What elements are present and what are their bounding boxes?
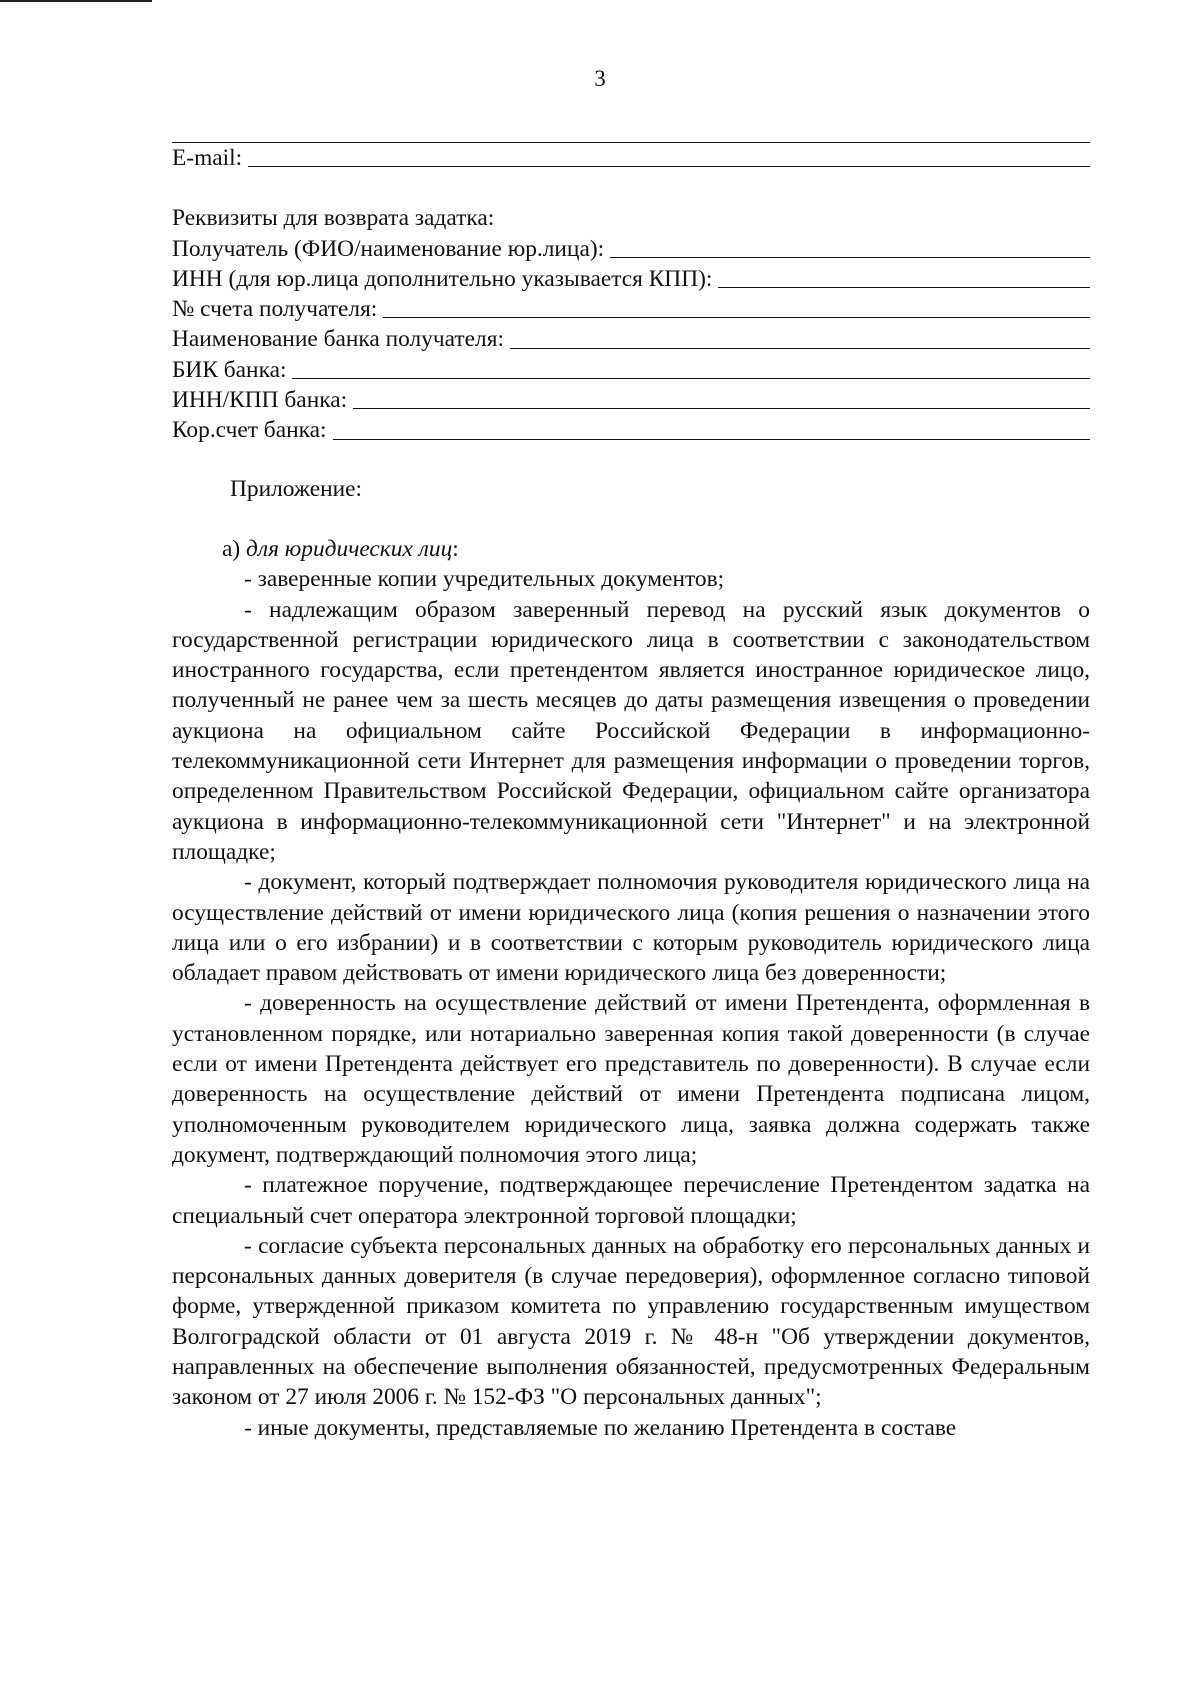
refund-field-recipient [172, 234, 1090, 264]
refund-field-bank-name [172, 324, 1090, 354]
section-a-label: для юридических лиц [246, 535, 453, 562]
annex-item-founding-documents: - заверенные копии учредительных документов; [244, 566, 725, 593]
refund-field-corr-account [172, 415, 1090, 445]
annex-item-personal-data-consent: - согласие субъекта персональных данных на обработку его персональных данных и персональных данных доверителя (в случае передоверия), оформленное согласно типовой форме, утвержденной приказом комитета по управлению государственным имуществом Волгоградской области от 01 августа 2019 г. № 48-н "Об утверждении документов, направленных на обеспечение выполнения обязанностей, предусмотренных Федеральным законом от 27 июля 2006 г. № 152-ФЗ "О персональных данных"; [172, 1232, 1090, 1411]
refund-field-label: БИК банка: [172, 356, 287, 383]
annex-item-director-authority: - документ, который подтверждает полномочия руководителя юридического лица на осуществление действий от имени юридического лица (копия решения о назначении этого лица или о его избрании) и в соответствии с которым руководитель юридического лица обладает правом действовать от имени юридического лица без доверенности; [172, 869, 1090, 987]
page-number: 3 [594, 66, 606, 91]
document-body [172, 128, 1090, 1443]
spacer [172, 504, 1090, 534]
refund-field-blank-line [510, 347, 1090, 349]
email-label: E-mail: [172, 145, 243, 171]
refund-field-blank-line [292, 377, 1090, 379]
refund-field-blank-line [610, 256, 1090, 258]
annex-item-registration-translation: - надлежащим образом заверенный перевод на русский язык документов о государственной регистрации юридического лица в соответствии с законодательством иностранного государства, если претендентом является иностранное юридическое лицо, полученный не ранее чем за шесть месяцев до даты размещения извещения о проведении аукциона на официальном сайте Российской Федерации в информационно-телекоммуникационной сети Интернет для размещения информации о проведении торгов, определенном Правительством Российской Федерации, официальном сайте организатора аукциона в информационно-телекоммуникационной сети "Интернет" и на электронной площадке; [172, 596, 1090, 865]
refund-field-label: Наименование банка получателя: [172, 326, 504, 353]
section-a-suffix: : [452, 535, 459, 562]
refund-field-bank-inn-kpp [172, 385, 1090, 415]
refund-field-label: № счета получателя: [172, 296, 378, 323]
email-blank-line [248, 165, 1090, 167]
section-a-prefix: а) [222, 535, 247, 562]
refund-field-label: Кор.счет банка: [172, 417, 327, 444]
refund-field-blank-line [333, 438, 1091, 440]
refund-field-label: ИНН/КПП банка: [172, 387, 348, 414]
annex-item-payment-order: - платежное поручение, подтверждающее перечисление Претендентом задатка на специальный счет оператора электронной торговой площадки; [172, 1172, 1090, 1229]
section-a-heading [172, 534, 1090, 564]
annex-title: Приложение: [230, 475, 363, 502]
refund-field-blank-line [383, 316, 1090, 318]
refund-field-label: Получатель (ФИО/наименование юр.лица): [172, 235, 605, 262]
refund-field-blank-line [353, 407, 1090, 409]
email-field [172, 143, 1090, 173]
scan-corner-mark [0, 0, 152, 2]
blank-line-continuation [172, 128, 1090, 143]
refund-field-inn [172, 264, 1090, 294]
refund-field-account [172, 294, 1090, 324]
spacer [172, 173, 1090, 203]
refund-field-blank-line [718, 286, 1090, 288]
refund-field-bik [172, 355, 1090, 385]
spacer [172, 446, 1090, 474]
refund-details-title: Реквизиты для возврата задатка: [172, 205, 495, 232]
refund-field-label: ИНН (для юр.лица дополнительно указывается КПП): [172, 265, 713, 292]
annex-item-power-of-attorney: - доверенность на осуществление действий от имени Претендента, оформленная в установленном порядке, или нотариально заверенная копия такой доверенности (в случае если от имени Претендента действует его представитель по доверенности). В случае если доверенность на осуществление действий от имени Претендента подписана лицом, уполномоченным руководителем юридического лица, заявка должна содержать также документ, подтверждающий полномочия этого лица; [172, 990, 1090, 1168]
annex-item-other-documents: - иные документы, представляемые по желанию Претендента в составе [244, 1414, 957, 1441]
